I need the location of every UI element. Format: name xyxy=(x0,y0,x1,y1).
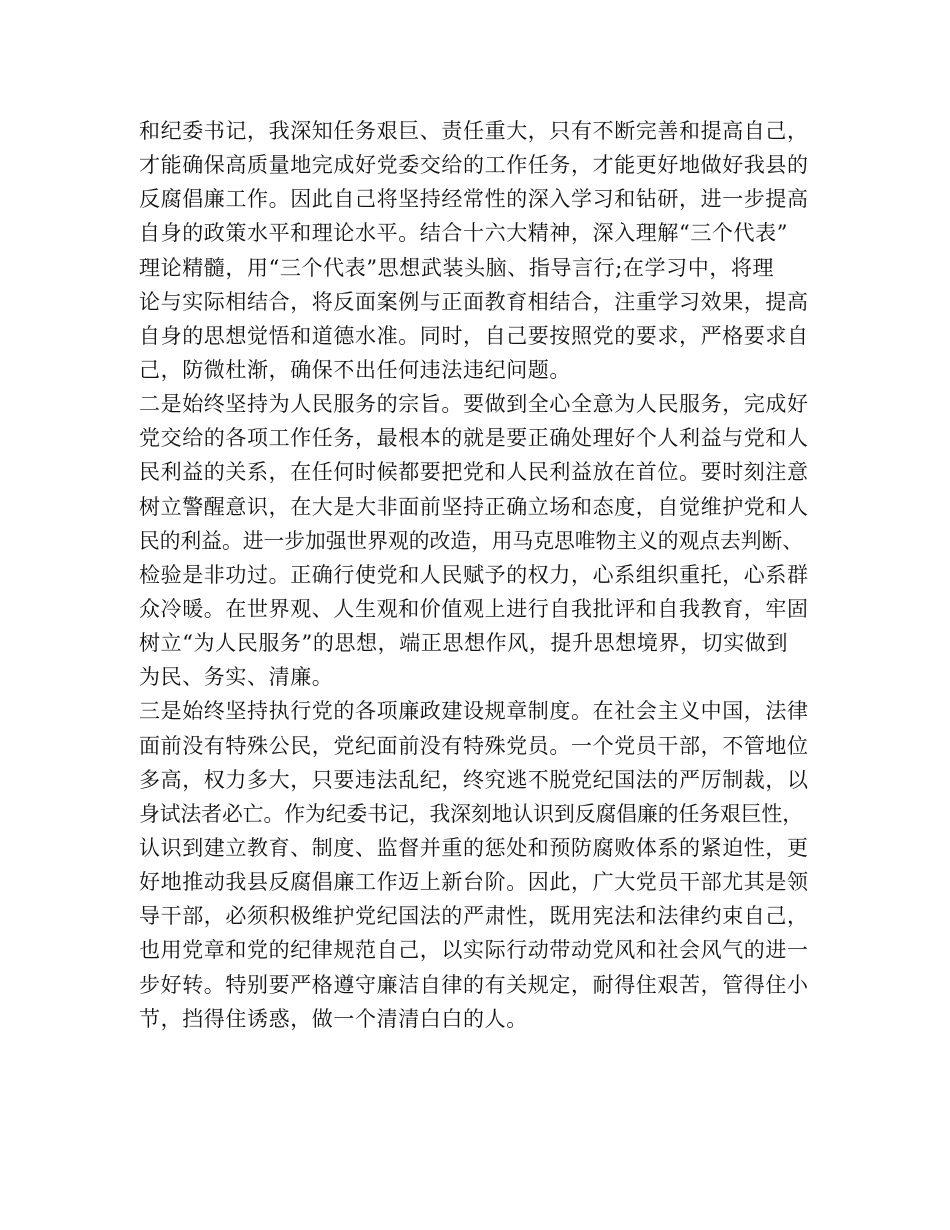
text-line: 面前没有特殊公民，党纪面前没有特殊党员。一个党员干部，不管地位 xyxy=(139,733,809,758)
text-line: 才能确保高质量地完成好党委交给的工作任务，才能更好地做好我县的 xyxy=(139,153,809,178)
text-line: 二是始终坚持为人民服务的宗旨。要做到全心全意为人民服务，完成好 xyxy=(139,392,809,417)
body-text xyxy=(139,114,829,1036)
text-line: 众冷暖。在世界观、人生观和价值观上进行自我批评和自我教育，牢固 xyxy=(139,596,809,621)
text-line: 多高，权力多大，只要违法乱纪，终究逃不脱党纪国法的严厉制裁，以 xyxy=(139,767,809,792)
text-line: 节，挡得住诱惑，做一个清清白白的人。 xyxy=(139,1006,528,1031)
text-line: 己，防微杜渐，确保不出任何违法违纪问题。 xyxy=(139,357,571,382)
text-line: 认识到建立教育、制度、监督并重的惩处和预防腐败体系的紧迫性，更 xyxy=(139,835,809,860)
text-line: 步好转。特别要严格遵守廉洁自律的有关规定，耐得住艰苦，管得住小 xyxy=(139,972,809,997)
text-line: 为民、务实、清廉。 xyxy=(139,665,334,690)
text-line: 民利益的关系，在任何时候都要把党和人民利益放在首位。要时刻注意 xyxy=(139,460,809,485)
text-line: 三是始终坚持执行党的各项廉政建设规章制度。在社会主义中国，法律 xyxy=(139,699,809,724)
text-line: 好地推动我县反腐倡廉工作迈上新台阶。因此，广大党员干部尤其是领 xyxy=(139,870,809,895)
text-line: 和纪委书记，我深知任务艰巨、责任重大，只有不断完善和提高自己， xyxy=(139,119,809,143)
text-line: 导干部，必须积极维护党纪国法的严肃性，既用宪法和法律约束自己， xyxy=(139,904,809,929)
text-line: 身试法者必亡。作为纪委书记，我深刻地认识到反腐倡廉的任务艰巨性， xyxy=(139,801,804,826)
text-line: 理论精髓，用“三个代表”思想武装头脑、指导言行;在学习中，将理 xyxy=(139,255,775,280)
text-line: 检验是非功过。正确行使党和人民赋予的权力，心系组织重托，心系群 xyxy=(139,562,809,587)
text-line: 也用党章和党的纪律规范自己，以实际行动带动党风和社会风气的进一 xyxy=(139,938,809,963)
text-line: 树立“为人民服务”的思想，端正思想作风，提升思想境界，切实做到 xyxy=(139,631,789,656)
text-line: 自身的思想觉悟和道德水准。同时，自己要按照党的要求，严格要求自 xyxy=(139,323,809,348)
text-line: 反腐倡廉工作。因此自己将坚持经常性的深入学习和钻研，进一步提高 xyxy=(139,187,809,212)
text-line: 树立警醒意识，在大是大非面前坚持正确立场和态度，自觉维护党和人 xyxy=(139,494,809,519)
text-line: 党交给的各项工作任务，最根本的就是要正确处理好个人利益与党和人 xyxy=(139,426,809,451)
text-line: 民的利益。进一步加强世界观的改造，用马克思唯物主义的观点去判断、 xyxy=(139,528,804,553)
text-line: 自身的政策水平和理论水平。结合十六大精神，深入理解“三个代表” xyxy=(139,221,789,246)
text-line: 论与实际相结合，将反面案例与正面教育相结合，注重学习效果，提高 xyxy=(139,289,809,314)
